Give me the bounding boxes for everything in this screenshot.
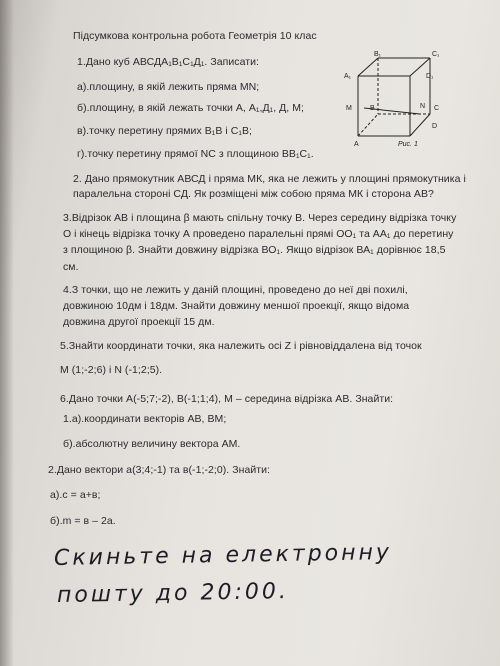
figure-caption: Рис. 1 bbox=[398, 141, 418, 148]
task1-intro: 1.Дано куб АВСДА₁В₁С₁Д₁. Записати: bbox=[77, 56, 259, 68]
task5-line2: М (1;-2;6) і N (-1;2;5). bbox=[60, 364, 163, 376]
label-d1: D₁ bbox=[426, 73, 434, 80]
task7-b: б).m = в – 2а. bbox=[50, 515, 116, 527]
label-n: N bbox=[420, 103, 426, 110]
task1-a: а).площину, в якій лежить пряма MN; bbox=[77, 81, 260, 93]
task7-a: а).с = а+в; bbox=[50, 489, 101, 501]
task2-line2: паралельна стороні СД. Як розміщені між собою пряма МК і сторона АВ? bbox=[73, 188, 434, 200]
task2-line1: 2. Дано прямокутник АВСД і пряма МК, яка не лежить у площині прямокутника і bbox=[73, 173, 466, 185]
task6-a: 1.а).координати векторів АВ, ВМ; bbox=[63, 413, 227, 425]
label-c1: C₁ bbox=[432, 51, 440, 58]
label-b: B bbox=[370, 105, 375, 112]
task1-b: б).площину, в якій лежать точки А, А₁,Д₁, Д, М; bbox=[77, 102, 304, 114]
cube-figure bbox=[338, 48, 458, 158]
handwritten-note-line2: пошту до 20:00. bbox=[56, 578, 290, 609]
task3-line2: О і кінець відрізка точку А проведено паралельні прямі ОО₁ та АА₁ до перетину bbox=[63, 228, 454, 240]
task1-d: г).точку перетину прямої NC з площиною ВВ₁С₁. bbox=[77, 148, 314, 160]
task6-intro: 6.Дано точки А(-5;7;-2), В(-1;1;4), М – середина відрізка АВ. Знайти: bbox=[60, 393, 394, 405]
label-c: C bbox=[434, 105, 440, 112]
page-shadow bbox=[0, 0, 14, 666]
task7-intro: 2.Дано вектори a(3;4;-1) та в(-1;-2;0). Знайти: bbox=[48, 464, 271, 476]
handwritten-note-line1: Скиньте на електронну bbox=[53, 540, 393, 571]
task1-c: в).точку перетину прямих В₁В і С₁В; bbox=[77, 125, 252, 137]
task3-line3: з площиною β. Знайти довжину відрізка ВО₁. Якщо відрізок ВА₁ дорівнює 18,5 bbox=[63, 244, 446, 256]
task4-line1: 4.З точки, що не лежить у даній площині, проведено до неї дві похилі, bbox=[63, 284, 408, 296]
label-m: M bbox=[346, 105, 352, 112]
task5-line1: 5.Знайти координати точки, яка належить осі Z і рівновіддалена від точок bbox=[60, 340, 422, 352]
task3-line1: 3.Відрізок АВ і площина β мають спільну точку В. Через середину відрізка точку bbox=[63, 212, 457, 224]
task4-line2: довжиною 10дм і 18дм. Знайти довжину меншої проекції, якщо відома bbox=[63, 300, 410, 312]
page-title: Підсумкова контрольна робота Геометрія 10 клас bbox=[73, 30, 317, 42]
task6-b: б).абсолютну величину вектора АМ. bbox=[63, 438, 241, 450]
task3-line4: см. bbox=[63, 261, 79, 273]
task4-line3: довжина другої проекції 15 дм. bbox=[63, 316, 215, 328]
label-d: D bbox=[432, 123, 438, 130]
label-b1: B₁ bbox=[374, 51, 382, 58]
label-a1: A₁ bbox=[344, 73, 352, 80]
label-a: A bbox=[354, 141, 359, 148]
